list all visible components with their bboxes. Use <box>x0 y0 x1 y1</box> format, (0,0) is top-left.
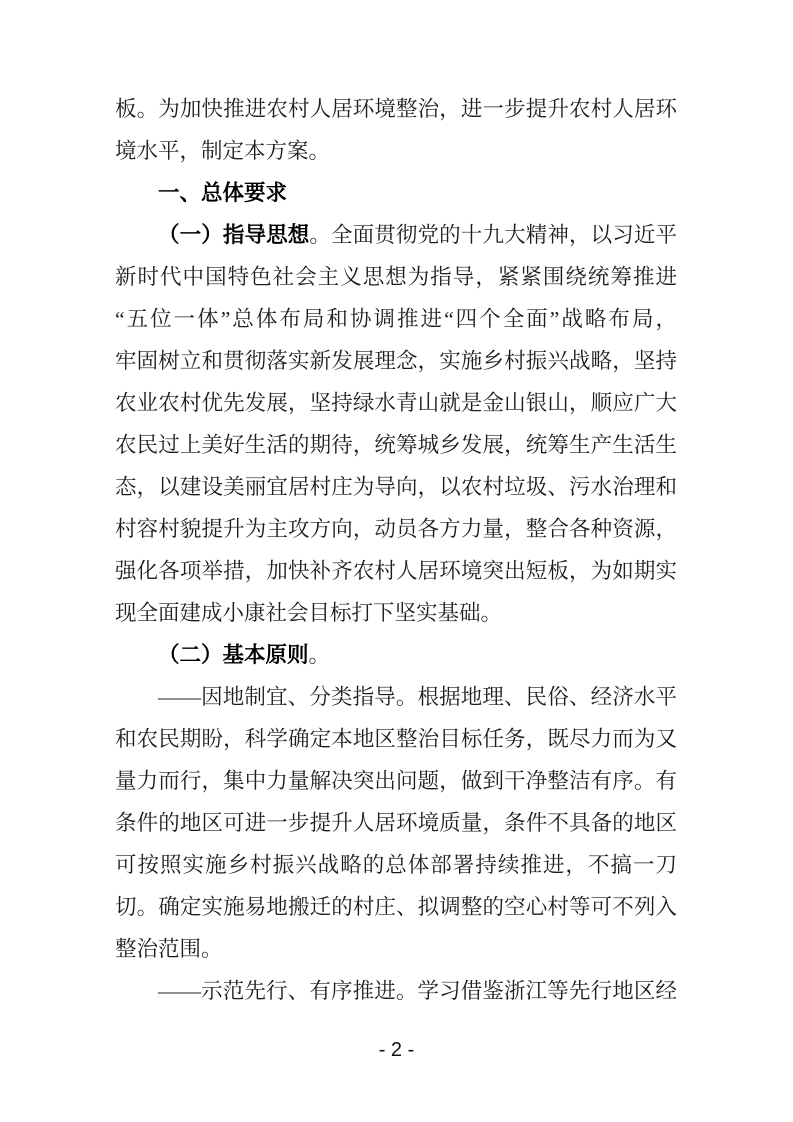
text-run: 。全面贯彻党的十九大精神，以习近平 <box>309 223 677 247</box>
text-run: 。 <box>308 643 331 667</box>
text-line: 境水平，制定本方案。 <box>115 139 331 163</box>
text-line: 现全面建成小康社会目标打下坚实基础。 <box>115 601 503 625</box>
text-line: 新时代中国特色社会主义思想为指导，紧紧围绕统筹推进 <box>115 265 677 289</box>
text-line: 农业农村优先发展，坚持绿水青山就是金山银山，顺应广大 <box>115 391 677 415</box>
subheading-basic-principles: （二）基本原则 <box>158 643 309 667</box>
text-line: 整治范围。 <box>115 937 223 961</box>
text-line <box>115 634 677 676</box>
text-line: 量力而行，集中力量解决突出问题，做到干净整洁有序。有 <box>115 769 677 793</box>
text-line <box>115 214 677 256</box>
text-line: ——示范先行、有序推进。学习借鉴浙江等先行地区经 <box>158 979 677 1003</box>
heading-overall-requirements: 一、总体要求 <box>158 181 288 205</box>
text-line: 态，以建设美丽宜居村庄为导向，以农村垃圾、污水治理和 <box>115 475 677 499</box>
text-line: “五位一体”总体布局和协调推进“四个全面”战略布局， <box>115 307 677 331</box>
page-number: - 2 - <box>378 1039 415 1061</box>
text-line: ——因地制宜、分类指导。根据地理、民俗、经济水平 <box>158 685 677 709</box>
subheading-guiding-ideology: （一）指导思想 <box>158 223 310 247</box>
text-line: 村容村貌提升为主攻方向，动员各方力量，整合各种资源， <box>115 517 677 541</box>
text-line: 切。确定实施易地搬迁的村庄、拟调整的空心村等可不列入 <box>115 895 677 919</box>
text-line: 牢固树立和贯彻落实新发展理念，实施乡村振兴战略，坚持 <box>115 349 677 373</box>
text-line: 和农民期盼，科学确定本地区整治目标任务，既尽力而为又 <box>115 727 677 751</box>
text-line: 板。为加快推进农村人居环境整治，进一步提升农村人居环 <box>115 97 677 121</box>
text-line: 强化各项举措，加快补齐农村人居环境突出短板，为如期实 <box>115 559 677 583</box>
text-line: 可按照实施乡村振兴战略的总体部署持续推进，不搞一刀 <box>115 853 677 877</box>
text-line: 农民过上美好生活的期待，统筹城乡发展，统筹生产生活生 <box>115 433 677 457</box>
text-line: 条件的地区可进一步提升人居环境质量，条件不具备的地区 <box>115 811 677 835</box>
document-body <box>115 88 677 1012</box>
